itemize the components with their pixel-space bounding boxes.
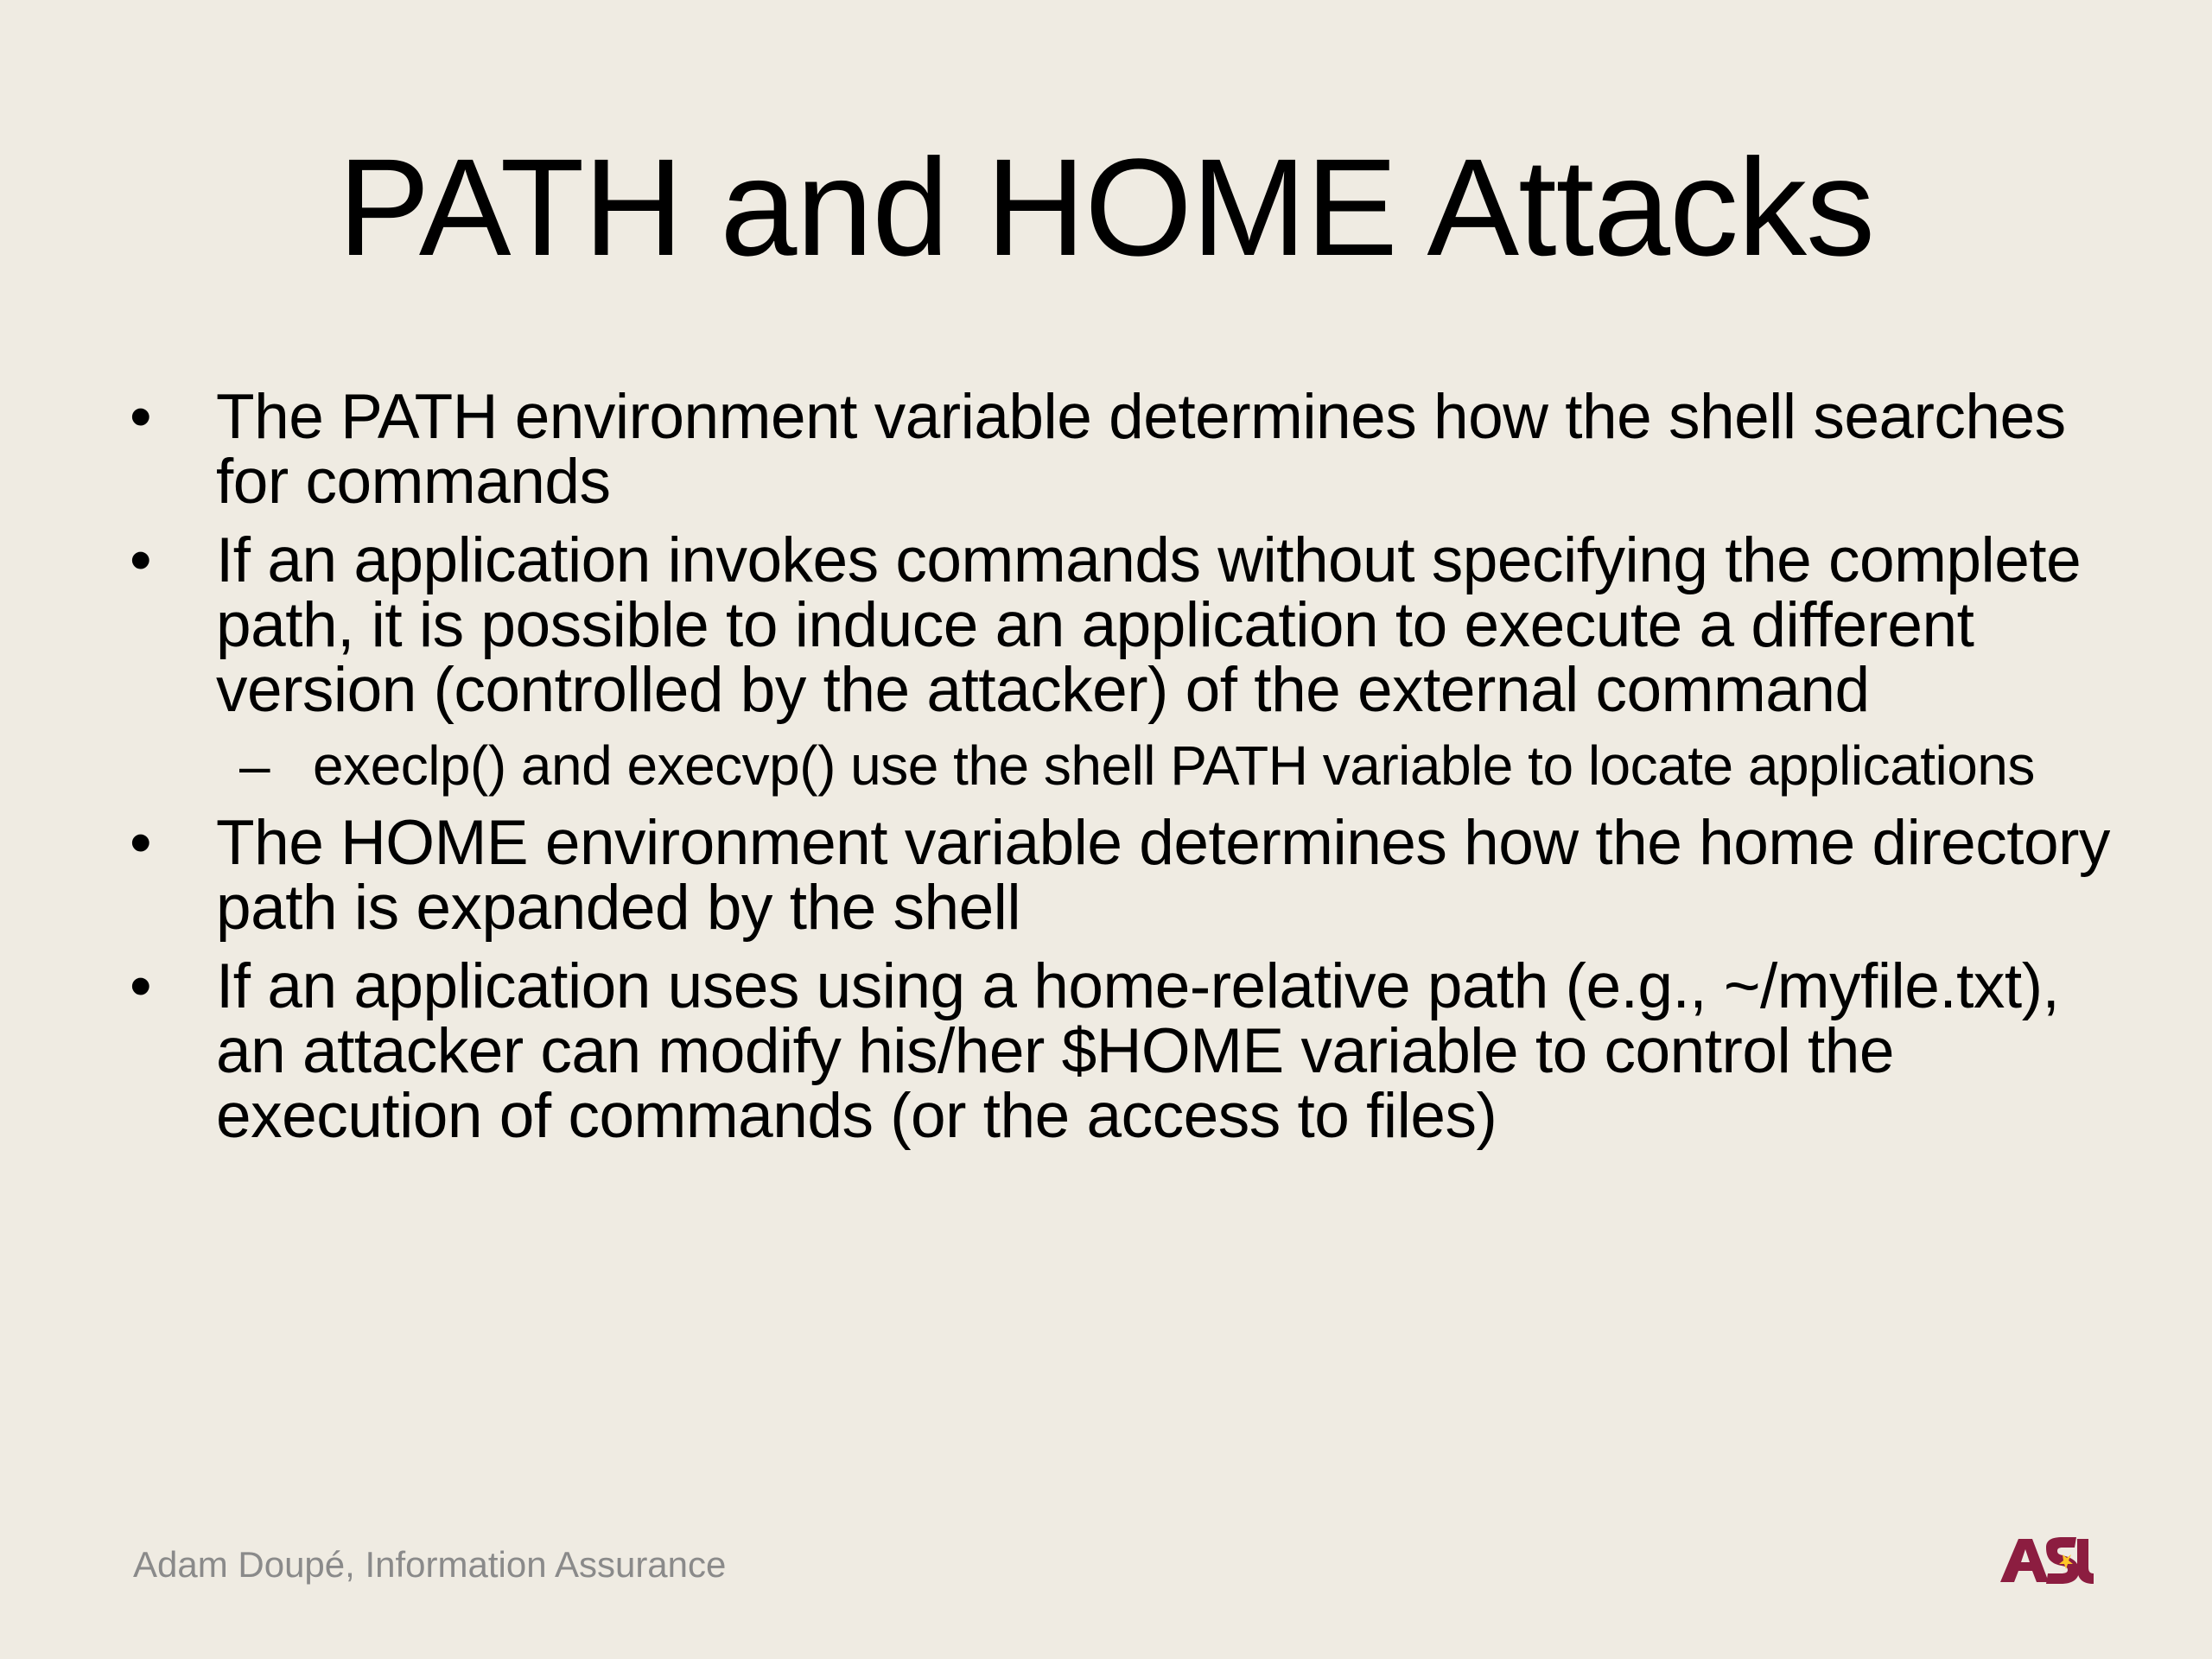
bullet-text: If an application uses using a home-relative path (e.g., ~/myfile.txt), an attacker can modify his/her $HOME variable to control the execution of commands (or the access to files) — [216, 951, 2060, 1151]
sub-bullet-text: execlp() and execvp() use the shell PATH variable to locate applications — [313, 734, 2035, 797]
slide-title: PATH and HOME Attacks — [337, 130, 1875, 284]
bullet-marker: • — [130, 382, 152, 452]
sub-bullet-marker: – — [239, 734, 270, 797]
sub-bullet-item — [239, 734, 2117, 797]
bullet-list — [130, 382, 2117, 1162]
bullet-marker: • — [130, 808, 152, 878]
bullet-item — [130, 951, 2117, 1151]
bullet-text: The PATH environment variable determines how the shell searches for commands — [216, 382, 2066, 517]
bullet-marker: • — [130, 525, 152, 595]
bullet-text: The HOME environment variable determines how the home directory path is expanded by the shell — [216, 808, 2110, 943]
bullet-item — [130, 525, 2117, 725]
bullet-item — [130, 382, 2117, 517]
bullet-text: If an application invokes commands without specifying the complete path, it is possible to induce an application to execute a different version (controlled by the attacker) of the external command — [216, 525, 2082, 725]
asu-logo-icon — [1992, 1534, 2100, 1587]
bullet-marker: • — [130, 951, 152, 1021]
bullet-item — [130, 808, 2117, 943]
footer-credit: Adam Doupé, Information Assurance — [133, 1544, 727, 1585]
